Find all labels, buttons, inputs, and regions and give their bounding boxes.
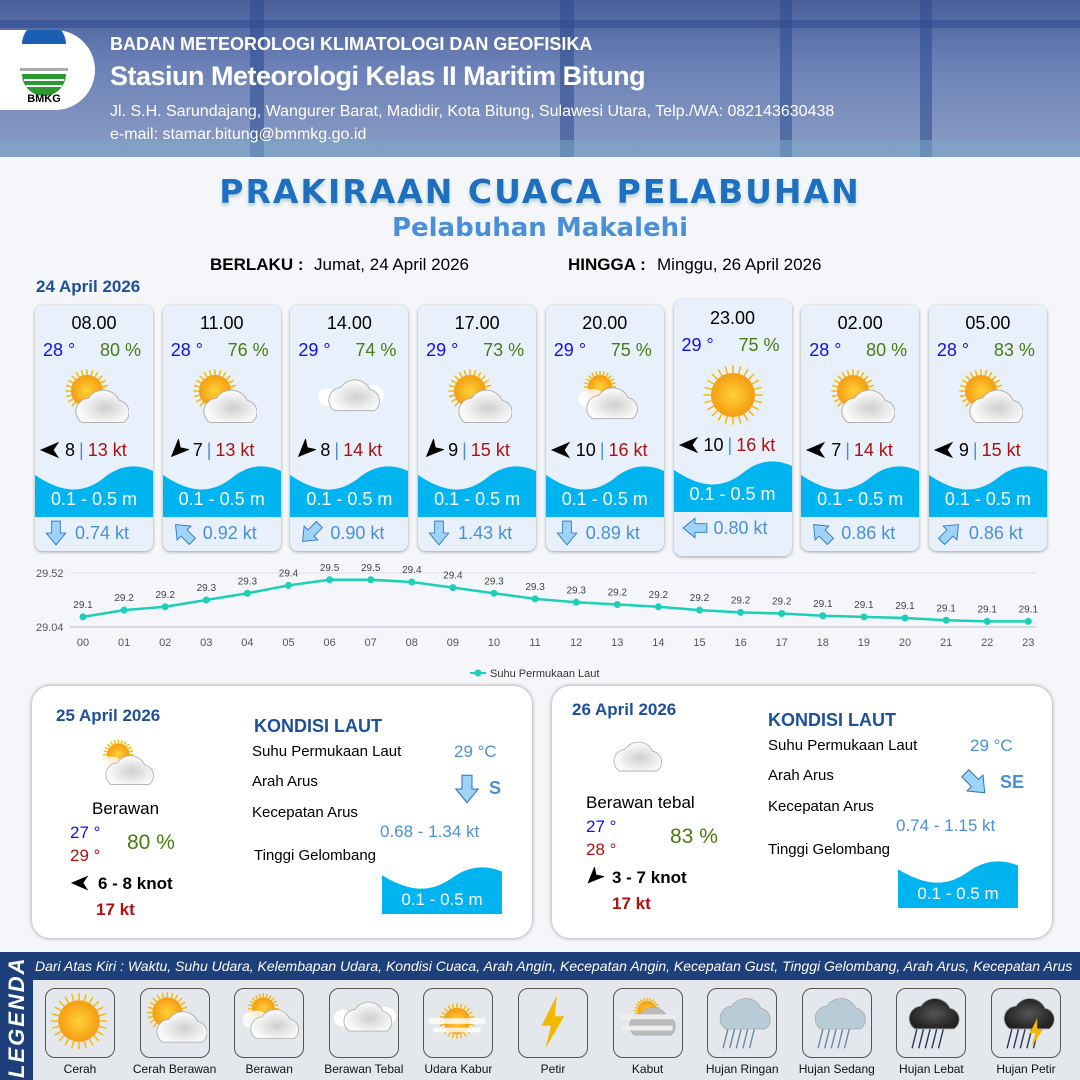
logo-text: BMKG: [27, 93, 61, 105]
wave-height-label: Tinggi Gelombang: [768, 841, 891, 858]
gust-speed: 13 kt: [215, 439, 255, 460]
gust-speed: 15 kt: [981, 439, 1021, 460]
data-label: 29.2: [771, 596, 792, 608]
x-tick-label: 23: [1022, 637, 1035, 649]
x-tick-label: 06: [323, 637, 336, 649]
data-point: [737, 609, 744, 616]
forecast-time: 11.00: [199, 313, 244, 333]
humidity: 83 %: [993, 340, 1035, 360]
wind-direction-icon: [550, 439, 572, 461]
wind-direction-icon: [678, 434, 700, 456]
data-point: [1025, 618, 1032, 625]
x-tick-label: 19: [857, 637, 871, 649]
wind-speed: 8: [320, 439, 331, 460]
humidity: 83 %: [670, 825, 718, 848]
data-label: 29.4: [443, 570, 463, 582]
cerah-berawan-icon: [825, 367, 895, 433]
wind-speed: 8: [65, 439, 76, 460]
cerah-berawan-icon: [953, 367, 1023, 433]
data-point: [285, 582, 292, 589]
x-tick-label: 02: [159, 637, 172, 649]
data-point: [532, 595, 539, 602]
current-direction: S: [489, 778, 502, 798]
wind-row: [550, 438, 662, 462]
data-point: [614, 601, 621, 608]
data-point: [984, 618, 991, 625]
data-label: 29.1: [936, 603, 956, 615]
forecast-card: [674, 300, 792, 556]
data-point: [244, 590, 251, 597]
legend-label: Hujan Petir: [996, 1062, 1056, 1076]
day-panel-26: [552, 686, 1052, 938]
wave-height: 0.1 - 0.5 m: [944, 489, 1031, 509]
data-label: 29.4: [278, 568, 299, 580]
data-label: 29.2: [648, 589, 669, 601]
forecast-card: [929, 305, 1047, 551]
x-tick-label: 00: [76, 637, 90, 649]
berawan-icon: [90, 736, 156, 803]
current-speed: 0.80 kt: [713, 518, 768, 538]
header-banner: [0, 0, 1080, 157]
wind-direction-icon: [294, 439, 316, 461]
data-label: 29.5: [360, 562, 381, 574]
cerah-berawan-icon: [442, 367, 512, 433]
valid-from-label: BERLAKU :: [210, 255, 304, 274]
x-tick-label: 01: [117, 637, 131, 649]
data-label: 29.3: [484, 576, 504, 588]
forecast-time: 05.00: [965, 313, 1011, 333]
data-label: 29.1: [854, 599, 874, 611]
legend-label: Cerah Berawan: [132, 1062, 217, 1076]
wave-height: 0.1 - 0.5 m: [50, 489, 138, 509]
wind-speed: 9: [958, 439, 969, 460]
humidity: 74 %: [355, 340, 397, 360]
data-label: 29.2: [607, 587, 628, 599]
data-label: 29.1: [895, 601, 915, 612]
legend-label: Kabut: [631, 1062, 664, 1076]
wind-speed: 10: [703, 434, 724, 455]
wind-row: [167, 438, 279, 462]
x-tick-label: 22: [981, 637, 994, 649]
wind-direction-icon: [167, 439, 189, 461]
air-temperature: 29 °: [553, 340, 587, 360]
humidity: 80 %: [99, 340, 141, 360]
wind-row: [422, 438, 534, 462]
min-temperature: 27 °: [70, 823, 101, 842]
sst-line: [83, 580, 1028, 622]
data-point: [860, 613, 867, 620]
legend-label: Berawan Tebal: [324, 1062, 404, 1076]
gust-speed: 16 kt: [736, 434, 776, 455]
forecast-time: 17.00: [454, 313, 500, 333]
data-label: 29.1: [1018, 604, 1039, 616]
hujan-ringan-icon: [707, 988, 777, 1058]
data-point: [778, 610, 785, 617]
agency-name: BADAN METEOROLOGI KLIMATOLOGI DAN GEOFISIKA: [110, 34, 593, 54]
legend-description: Dari Atas Kiri : Waktu, Suhu Udara, Kelembapan Udara, Kondisi Cuaca, Arah Angin, Kecepatan Angin, Kecepatan Gust, Tinggi Gelombang, Arah Arus, Kecepatan Arus: [35, 958, 1073, 974]
x-tick-label: 14: [652, 637, 665, 649]
gust-speed: 17 kt: [612, 894, 651, 913]
x-tick-label: 05: [282, 637, 295, 649]
gust-speed: 16 kt: [608, 439, 648, 460]
data-point: [162, 603, 169, 610]
x-tick-label: 18: [816, 637, 829, 649]
separator: |: [727, 434, 733, 455]
current-speed-range: 0.68 - 1.34 kt: [380, 822, 480, 841]
data-label: 29.2: [155, 589, 175, 601]
gust-speed: 15 kt: [470, 439, 510, 460]
legend-label: Hujan Ringan: [705, 1062, 779, 1076]
hujan-lebat-icon: [896, 988, 966, 1058]
forecast-card: [801, 305, 919, 551]
min-temperature: 27 °: [586, 817, 617, 836]
x-tick-label: 10: [487, 637, 501, 649]
cerah-berawan-icon: [59, 367, 129, 433]
legend-label: Cerah: [63, 1062, 97, 1076]
air-temperature: 29 °: [426, 340, 459, 360]
sea-condition-title: KONDISI LAUT: [768, 710, 896, 730]
wind-row: [39, 438, 151, 462]
weather-label: Berawan tebal: [586, 793, 695, 812]
wave-height: 0.1 - 0.5 m: [434, 489, 521, 509]
forecast-time: 23.00: [709, 308, 756, 328]
x-tick-label: 04: [241, 637, 254, 649]
day-panel-25: [32, 686, 532, 938]
kabut-icon: [613, 988, 683, 1058]
current-direction-label: Arah Arus: [768, 767, 834, 784]
y-tick-label: 29.52: [36, 568, 64, 580]
sst-label: Suhu Permukaan Laut: [252, 743, 402, 760]
station-email: e-mail: stamar.bitung@bmmkg.go.id: [110, 126, 367, 143]
sst-label: Suhu Permukaan Laut: [768, 737, 918, 754]
humidity: 80 %: [866, 340, 908, 360]
wind-direction-icon: [70, 873, 90, 893]
wind-direction-icon: [422, 439, 444, 461]
separator: |: [462, 439, 467, 460]
data-point: [408, 579, 415, 586]
forecast-card: [546, 305, 664, 551]
legend-label: Hujan Lebat: [899, 1062, 964, 1076]
legend-label: Hujan Sedang: [798, 1062, 875, 1076]
hujan-petir-icon: [991, 988, 1061, 1058]
forecast-time: 08.00: [71, 313, 117, 333]
current-direction-icon: [960, 768, 990, 803]
x-tick-label: 13: [611, 637, 624, 649]
day-date: 26 April 2026: [572, 700, 677, 719]
wave-height: 0.1 - 0.5 m: [917, 884, 999, 903]
data-point: [203, 597, 210, 604]
cerah-berawan-icon: [140, 988, 210, 1058]
x-tick-label: 16: [734, 637, 747, 649]
current-direction-icon: [554, 520, 578, 544]
legend-label: Udara Kabur: [424, 1062, 493, 1076]
forecast-time: 14.00: [326, 313, 372, 333]
udara-kabur-icon: [423, 988, 493, 1058]
day1-date: 24 April 2026: [36, 277, 141, 296]
x-tick-label: 20: [898, 637, 912, 649]
valid-from: Jumat, 24 April 2026: [314, 255, 469, 274]
wave-height: 0.1 - 0.5 m: [306, 489, 393, 509]
max-temperature: 29 °: [70, 846, 101, 865]
current-speed: 0.86 kt: [841, 523, 896, 543]
air-temperature: 28 °: [936, 340, 970, 360]
berawan-tebal-icon: [314, 367, 384, 433]
data-label: 29.1: [813, 598, 833, 610]
legend-label: Petir: [540, 1062, 566, 1076]
current-direction: SE: [1000, 772, 1025, 792]
sst-chart: [0, 560, 1080, 685]
data-point: [326, 576, 333, 583]
x-tick-label: 08: [405, 637, 418, 649]
air-temperature: 28 °: [170, 340, 203, 360]
wind-direction-icon: [584, 867, 604, 887]
forecast-card: [163, 305, 281, 551]
day-date: 25 April 2026: [56, 706, 161, 725]
berawan-tebal-icon: [600, 730, 666, 797]
legend-label: Berawan: [245, 1062, 293, 1076]
data-point: [902, 615, 909, 622]
legend-entry: Suhu Permukaan Laut: [490, 668, 600, 680]
data-label: 29.4: [402, 565, 422, 576]
current-direction-icon: [298, 520, 322, 544]
gust-speed: 14 kt: [853, 439, 893, 460]
valid-to: Minggu, 26 April 2026: [657, 255, 822, 274]
wind-direction-icon: [805, 439, 827, 461]
x-tick-label: 03: [200, 637, 213, 649]
current-direction-icon: [809, 520, 833, 544]
gust-speed: 13 kt: [87, 439, 127, 460]
wave-height: 0.1 - 0.5 m: [561, 489, 648, 509]
data-label: 29.3: [525, 581, 545, 593]
valid-to-label: HINGGA :: [568, 255, 646, 274]
data-label: 29.3: [566, 585, 586, 597]
wave-height-label: Tinggi Gelombang: [254, 847, 377, 864]
data-label: 29.1: [977, 604, 997, 616]
legend-title: LEGENDA: [4, 956, 29, 1078]
current-speed: 0.89 kt: [585, 523, 640, 543]
wind-row: [294, 438, 406, 462]
cerah-berawan-icon: [187, 367, 257, 433]
separator: |: [599, 439, 605, 460]
current-direction-icon: [426, 520, 450, 544]
data-point: [819, 612, 826, 619]
wave-height: 0.1 - 0.5 m: [178, 489, 265, 509]
wind-row: [678, 433, 790, 457]
y-tick-label: 29.04: [36, 622, 64, 634]
petir-icon: [518, 988, 588, 1058]
current-direction-icon: [43, 520, 67, 544]
current-direction-label: Arah Arus: [252, 773, 318, 790]
forecast-time: 20.00: [582, 313, 628, 333]
current-speed-range: 0.74 - 1.15 kt: [896, 816, 996, 835]
air-temperature: 28 °: [809, 340, 842, 360]
berawan-icon: [570, 367, 640, 433]
data-point: [491, 590, 498, 597]
data-label: 29.3: [237, 576, 258, 588]
data-label: 29.5: [319, 562, 340, 574]
air-temperature: 28 °: [43, 340, 76, 360]
data-point: [80, 613, 87, 620]
current-direction-icon: [452, 774, 482, 809]
current-speed: 0.90 kt: [330, 523, 385, 543]
data-label: 29.3: [196, 583, 217, 594]
x-tick-label: 15: [693, 637, 706, 649]
current-direction-icon: [937, 520, 961, 544]
forecast-card: [418, 305, 536, 551]
forecast-card: [290, 305, 408, 551]
berawan-tebal-icon: [329, 988, 399, 1058]
current-speed: 0.74 kt: [75, 523, 130, 543]
data-label: 29.1: [73, 599, 93, 611]
wind-direction-icon: [933, 439, 955, 461]
sea-condition-title: KONDISI LAUT: [254, 716, 382, 736]
wind-speed: 7: [192, 439, 203, 460]
humidity: 75 %: [738, 335, 780, 355]
current-speed-label: Kecepatan Arus: [768, 798, 874, 815]
wind-speed-range: 3 - 7 knot: [612, 868, 687, 887]
current-speed: 0.86 kt: [968, 523, 1023, 543]
data-point: [943, 617, 950, 624]
data-point: [573, 599, 580, 606]
forecast-card: [35, 305, 153, 551]
page-title: PRAKIRAAN CUACA PELABUHAN: [219, 172, 861, 211]
station-address: Jl. S.H. Sarundajang, Wangurer Barat, Madidir, Kota Bitung, Sulawesi Utara, Telp./WA: 082143630438: [110, 103, 835, 120]
data-label: 29.2: [114, 593, 134, 605]
air-temperature: 29 °: [681, 335, 714, 355]
wind-speed: 10: [575, 439, 596, 460]
separator: |: [206, 439, 212, 460]
data-point: [696, 607, 703, 614]
wave-height: 0.1 - 0.5 m: [817, 489, 904, 509]
data-point: [367, 576, 374, 583]
x-tick-label: 17: [775, 637, 788, 649]
humidity: 76 %: [227, 340, 269, 360]
x-tick-label: 09: [446, 637, 460, 649]
data-point: [121, 607, 128, 614]
gust-speed: 17 kt: [96, 900, 135, 919]
current-direction-icon: [171, 520, 195, 544]
max-temperature: 28 °: [586, 840, 617, 859]
data-point: [449, 584, 456, 591]
data-point: [655, 603, 662, 610]
humidity: 80 %: [127, 831, 175, 854]
bmkg-logo: [0, 30, 95, 110]
current-speed: 0.92 kt: [202, 523, 257, 543]
gust-speed: 14 kt: [343, 439, 383, 460]
wind-row: [805, 438, 917, 462]
forecast-time: 02.00: [837, 313, 883, 333]
separator: |: [79, 439, 84, 460]
weather-label: Berawan: [92, 799, 160, 818]
port-name: Pelabuhan Makalehi: [391, 213, 689, 243]
x-tick-label: 11: [529, 637, 541, 649]
wave-height: 0.1 - 0.5 m: [401, 890, 483, 909]
wind-speed: 9: [448, 439, 459, 460]
x-tick-label: 12: [570, 637, 583, 649]
data-label: 29.2: [730, 595, 751, 607]
sst-value: 29 °C: [454, 742, 497, 761]
wind-speed: 7: [831, 439, 842, 460]
separator: |: [334, 439, 340, 460]
cerah-icon: [45, 988, 115, 1058]
sst-value: 29 °C: [970, 736, 1013, 755]
x-tick-label: 07: [364, 637, 377, 649]
legend-icons: [33, 980, 1080, 1080]
berawan-icon: [234, 988, 304, 1058]
current-direction-icon: [682, 515, 706, 539]
x-tick-label: 21: [939, 637, 953, 649]
air-temperature: 29 °: [298, 340, 331, 360]
cerah-icon: [698, 362, 768, 428]
data-label: 29.2: [689, 593, 710, 605]
wave-height: 0.1 - 0.5 m: [689, 484, 776, 504]
station-name: Stasiun Meteorologi Kelas II Maritim Bitung: [110, 61, 646, 91]
humidity: 75 %: [610, 340, 652, 360]
current-speed-label: Kecepatan Arus: [252, 804, 358, 821]
separator: |: [845, 439, 850, 460]
wind-row: [933, 438, 1045, 462]
wind-direction-icon: [39, 439, 61, 461]
hujan-sedang-icon: [802, 988, 872, 1058]
separator: |: [972, 439, 978, 460]
wind-speed-range: 6 - 8 knot: [98, 874, 173, 893]
current-speed: 1.43 kt: [458, 523, 513, 543]
humidity: 73 %: [483, 340, 525, 360]
